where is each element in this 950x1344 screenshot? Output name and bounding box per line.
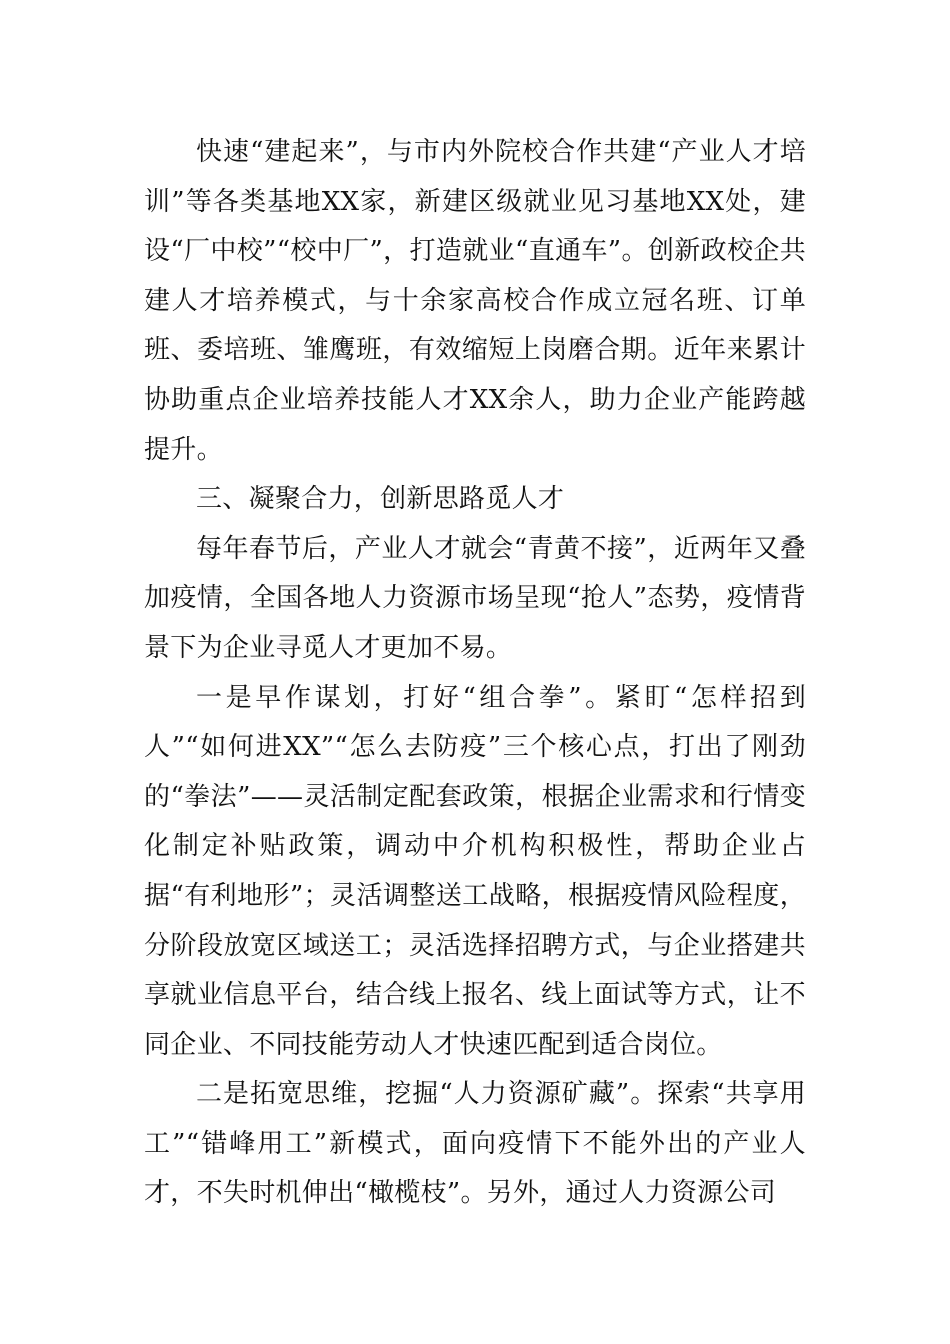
document-body bbox=[144, 128, 806, 1219]
paragraph-3: 一是早作谋划，打好“组合拳”。紧盯“怎样招到人”“如何进XX”“怎么去防疫”三个核心点，打出了刚劲的“拳法”——灵活制定配套政策，根据企业需求和行情变化制定补贴政策，调动中介机构积极性，帮助企业占据“有利地形”；灵活调整送工战略，根据疫情风险程度，分阶段放宽区域送工；灵活选择招聘方式，与企业搭建共享就业信息平台，结合线上报名、线上面试等方式，让不同企业、不同技能劳动人才快速匹配到适合岗位。 bbox=[144, 682, 806, 1060]
paragraph-2: 每年春节后，产业人才就会“青黄不接”，近两年又叠加疫情，全国各地人力资源市场呈现“抢人”态势，疫情背景下为企业寻觅人才更加不易。 bbox=[144, 533, 806, 663]
paragraph-1: 快速“建起来”，与市内外院校合作共建“产业人才培训”等各类基地XX家，新建区级就业见习基地XX处，建设“厂中校”“校中厂”，打造就业“直通车”。创新政校企共建人才培养模式，与十余家高校合作成立冠名班、订单班、委培班、雏鹰班，有效缩短上岗磨合期。近年来累计协助重点企业培养技能人才XX余人，助力企业产能跨越提升。 bbox=[144, 137, 806, 465]
section-heading: 三、凝聚合力，创新思路觅人才 bbox=[196, 484, 565, 515]
paragraph-4: 二是拓宽思维，挖掘“人力资源矿藏”。探索“共享用工”“错峰用工”新模式，面向疫情下不能外出的产业人才，不失时机伸出“橄榄枝”。另外，通过人力资源公司 bbox=[144, 1079, 806, 1209]
